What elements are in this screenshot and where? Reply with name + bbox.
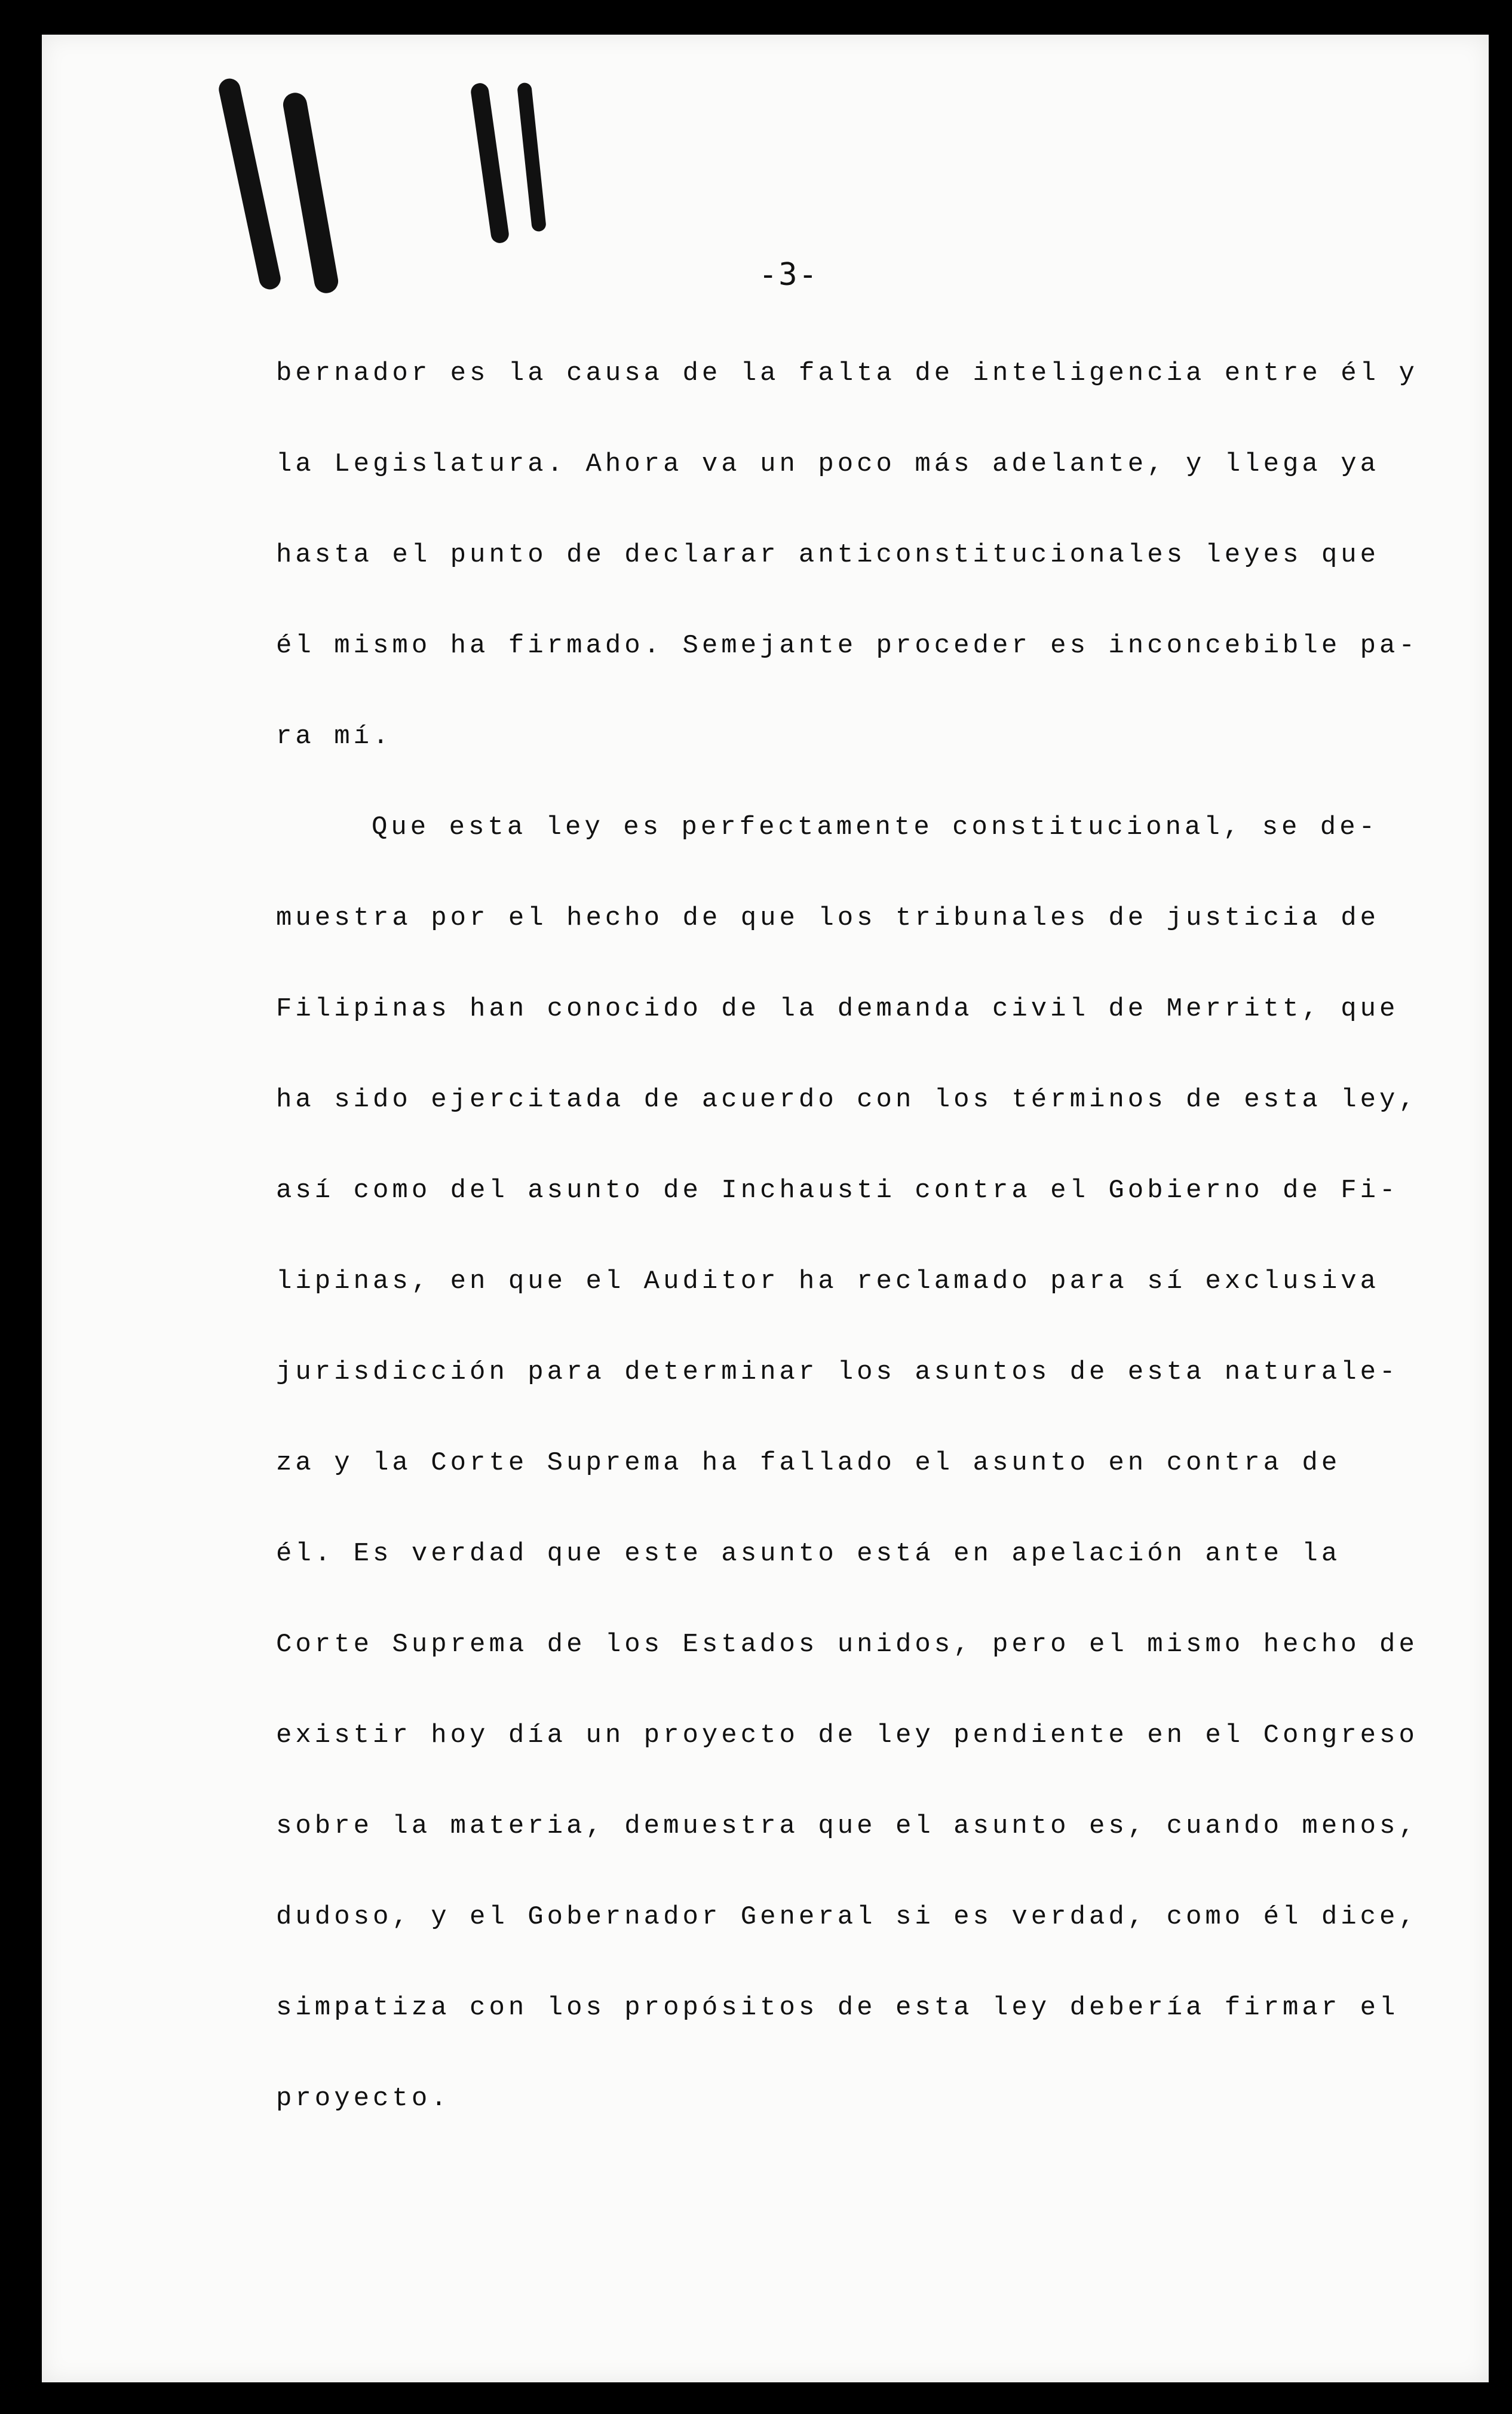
text-line: ha sido ejercitada de acuerdo con los términos de esta ley,	[276, 1085, 1418, 1115]
text-line: hasta el punto de declarar anticonstitucionales leyes que	[276, 540, 1380, 570]
text-line: muestra por el hecho de que los tribunales de justicia de	[276, 903, 1380, 933]
text-line: Filipinas han conocido de la demanda civil de Merritt, que	[276, 994, 1399, 1024]
text-line: así como del asunto de Inchausti contra el Gobierno de Fi-	[276, 1176, 1399, 1206]
text-line: existir hoy día un proyecto de ley pendiente en el Congreso	[276, 1720, 1418, 1750]
text-line: él mismo ha firmado. Semejante proceder es inconcebible pa-	[276, 631, 1418, 661]
page-number: -3-	[759, 257, 818, 293]
ink-mark	[470, 82, 510, 244]
text-line: simpatiza con los propósitos de esta ley debería firmar el	[276, 1993, 1399, 2023]
text-line: jurisdicción para determinar los asuntos de esta naturale-	[276, 1357, 1399, 1387]
text-line: la Legislatura. Ahora va un poco más adelante, y llega ya	[276, 449, 1380, 479]
text-line: bernador es la causa de la falta de inteligencia entre él y	[276, 358, 1418, 388]
text-line: proyecto.	[276, 2084, 450, 2114]
text-line: sobre la materia, demuestra que el asunto es, cuando menos,	[276, 1811, 1418, 1841]
text-line: za y la Corte Suprema ha fallado el asunto en contra de	[276, 1448, 1341, 1478]
text-line: él. Es verdad que este asunto está en apelación ante la	[276, 1539, 1341, 1569]
text-line: ra mí.	[276, 722, 392, 752]
document-body	[276, 343, 1418, 2160]
ink-mark	[217, 76, 283, 292]
ink-mark	[517, 82, 547, 232]
text-line: dudoso, y el Gobernador General si es verdad, como él dice,	[276, 1902, 1418, 1932]
text-line: Corte Suprema de los Estados unidos, pero el mismo hecho de	[276, 1630, 1418, 1660]
text-line: lipinas, en que el Auditor ha reclamado para sí exclusiva	[276, 1266, 1380, 1296]
ink-mark	[281, 91, 340, 295]
paragraph-start-line: Que esta ley es perfectamente constitucional, se de-	[372, 812, 1379, 842]
